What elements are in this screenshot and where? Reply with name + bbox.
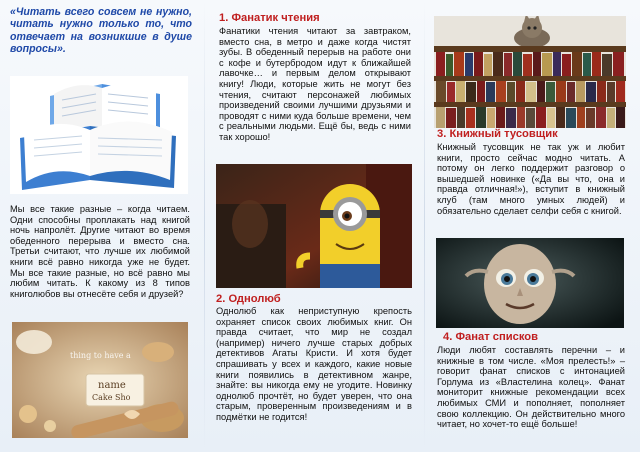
column-divider: [204, 0, 205, 452]
section1-text: Фанатики чтения читают за завтраком, вместо сна, в метро и даже когда чистят зубы. В обеденный перерыв на работе они с кофе и бутербродом идут к ближайшей лавочке… и первым делом открывают книгу! Люди, которые жить не могут без чтения, считают персонажей любимых произведений своими лучшими друзьями и проводят с ними куда больше времени, чем с реальными людьми. Ещё бы, ведь с ними так хорошо!: [219, 26, 411, 142]
name-card-text2: Cake Sho: [92, 393, 131, 402]
section3-title: 3. Книжный тусовщик: [437, 128, 558, 140]
section1-title: 1. Фанатик чтения: [219, 12, 320, 24]
baking-photo: [12, 322, 188, 438]
section4-text: Люди любят составлять перечни – и книжные в том числе. «Моя прелесть!» – говорит фанат списков с интонацией Горлума из «Властелина колец». Фанат мониторит книжные рекомендации всех любимых СМИ и пополняет, пополняет свою коллекцию. Он действительно много читает, но хочет-то ещё больше!: [437, 345, 625, 430]
section3-text: Книжный тусовщик не так уж и любит книги, просто сейчас модно читать. А потому он легко поддержит разговор о вышедшей новинке («Да вы что, она и правда отличная!»), вступит в книжный клуб (там много умных людей) и обязательно сделает селфи себя с книгой.: [437, 142, 625, 216]
section2-text: Однолюб как неприступную крепость охраняет список своих любимых книг. Он правда считает, что мир не создал (например) ничего лучше старых добрых детективов Агаты Кристи. И хотя будет спрашивать у всех и каждого, какие новые книги появились в детективном жанре, знайте: вы никогда ему не угодите. Новинку однолюб прочтёт, но будет уверен, что она старым, проверенным произведениям и в подмётки не годится!: [216, 306, 412, 422]
column-divider: [424, 0, 425, 452]
bookshelf-cat-photo: [434, 16, 626, 128]
section4-title: 4. Фанат списков: [443, 331, 539, 343]
intro-paragraph: Мы все такие разные – когда читаем. Одни способны проплакать над книгой ночь напролёт. Другие читают во время обеденного перерыва и вместо сна. Третьи считают, что лучше их любимой книги всё равно никогда уже не будет. Мы все такие разные, но всё равно мы любим читать. К какому из 8 типов книголюбов вы отнесёте себя и друзей?: [10, 204, 190, 299]
epigraph-quote: «Читать всего совсем не нужно, читать нужно только то, что отвечает на возникшие в душе вопросы».: [10, 6, 192, 56]
open-books-illustration: [10, 76, 188, 194]
name-card-text: name: [98, 380, 126, 391]
minion-photo: [216, 164, 412, 288]
section2-title: 2. Однолюб: [216, 293, 281, 305]
gollum-photo: [436, 238, 624, 328]
cookie-text: thing to have a: [70, 351, 131, 360]
